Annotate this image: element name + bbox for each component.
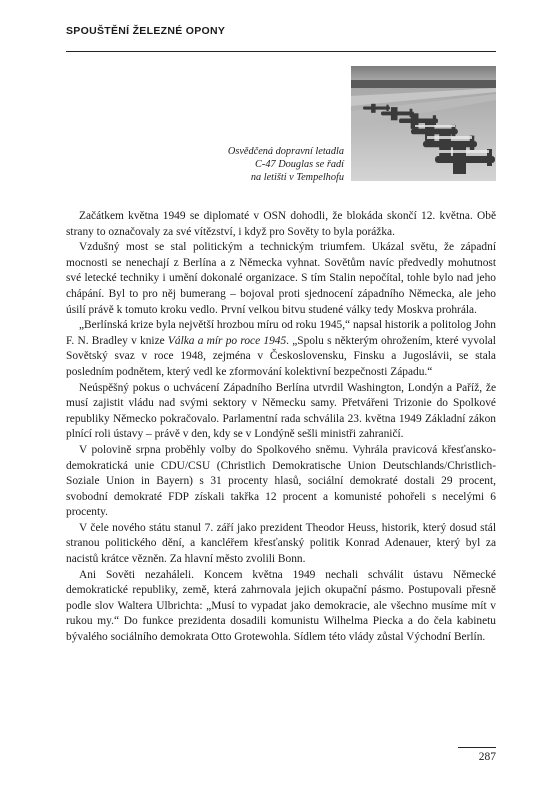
page-number: 287 <box>478 751 496 763</box>
photo-caption <box>180 145 344 184</box>
caption-line: Osvědčená dopravní letadla <box>227 146 344 157</box>
paragraph: Neúspěšný pokus o uchvácení Západního Berlína utvrdil Washington, Londýn a Paříž, že musí zajistit vládu nad svými sektory v Německu samy. Přetvářeni Trizonie do Spolkové republiky Německo pokračovalo. Parlamentní rada schválila 23. května 1949 Základní zákon plnící roli ústavy – právě v den, kdy se v Londýně sešli ministři zahraničí. <box>66 381 496 441</box>
footer-divider <box>458 747 496 748</box>
paragraph: Začátkem května 1949 se diplomaté v OSN dohodli, že blokáda skončí 12. května. Obě strany to označovaly za své vítězství, i když pro Sověty to byla porážka. <box>66 210 496 238</box>
paragraph <box>66 318 496 380</box>
header-divider <box>66 51 496 52</box>
paragraph-text: . „Spolu s některým ohrožením, které vyvolal Sovětský svaz v roce 1948, zejména v Československu, Finsku a Jugoslávii, se stala posledním podnětem, který vedl ke zformování kolektivní bezpečnosti Západu.“ <box>66 334 496 378</box>
paragraph: Vzdušný most se stal politickým a technickým triumfem. Ukázal světu, že západní mocnosti se nenechají z Berlína a z Německa vyhnat. Sovětům navíc předvedly mohutnost své letecké techniky i umění dokonalé organizace. S tím Stalin nepočítal, tohle bylo nad jeho chápání. Byl to pro něj bumerang – bojoval proti sjednocení západního Německa, ale jeho úsilí právě k tomuto kroku vedlo. První velkou bitvu studené války tedy Moskva prohrála. <box>66 241 496 316</box>
paragraph: V čele nového státu stanul 7. září jako prezident Theodor Heuss, historik, který dosud stál stranou politického dění, a kancléřem křesťanský politik Konrad Adenauer, který byl za nacistů krátce vězněn. Za hlavní město zvolili Bonn. <box>66 521 496 566</box>
photo-figure <box>351 66 496 181</box>
body-text <box>66 209 496 646</box>
paragraph-text: „Berlínská krize byla největší hrozbou míru od roku 1945,“ napsal historik a politolog John F. N. Bradley v knize <box>66 319 496 347</box>
paragraph: Ani Sověti nezaháleli. Koncem května 1949 nechali schválit ústavu Německé demokratické republiky, země, která zahrnovala jejich okupační pásmo. Postupovali přesně podle slov Waltera Ulbrichta: „Musí to vypadat jako demokracie, ale všechno musíme mít v rukou my.“ Do funkce prezidenta dosadili komunistu Wilhelma Piecka a do čela kabinetu bývalého sociálního demokrata Otto Grotewohla. Sídlem této vlády zůstal Východní Berlín. <box>66 568 496 644</box>
running-head: SPOUŠTĚNÍ ŽELEZNÉ OPONY <box>66 25 226 37</box>
airplanes-on-airfield-photo <box>351 66 496 181</box>
book-title: Válka a mír po roce 1945 <box>167 334 287 347</box>
caption-line: na letišti v Tempelhofu <box>250 172 344 183</box>
paragraph: V polovině srpna proběhly volby do Spolkového sněmu. Vyhrála pravicová křesťansko-demokratická unie CDU/CSU (Christlich Demokratische Union Deutschlands/Christlich-Soziale Union in Bayern) s 31 procenty hlasů, sociální demokraté dostali 29 procent, svobodní demokraté FDP získali takřka 12 procent a komunisté pohořeli s necelými 6 procenty. <box>66 443 496 519</box>
caption-line: C-47 Douglas se řadí <box>255 159 344 170</box>
